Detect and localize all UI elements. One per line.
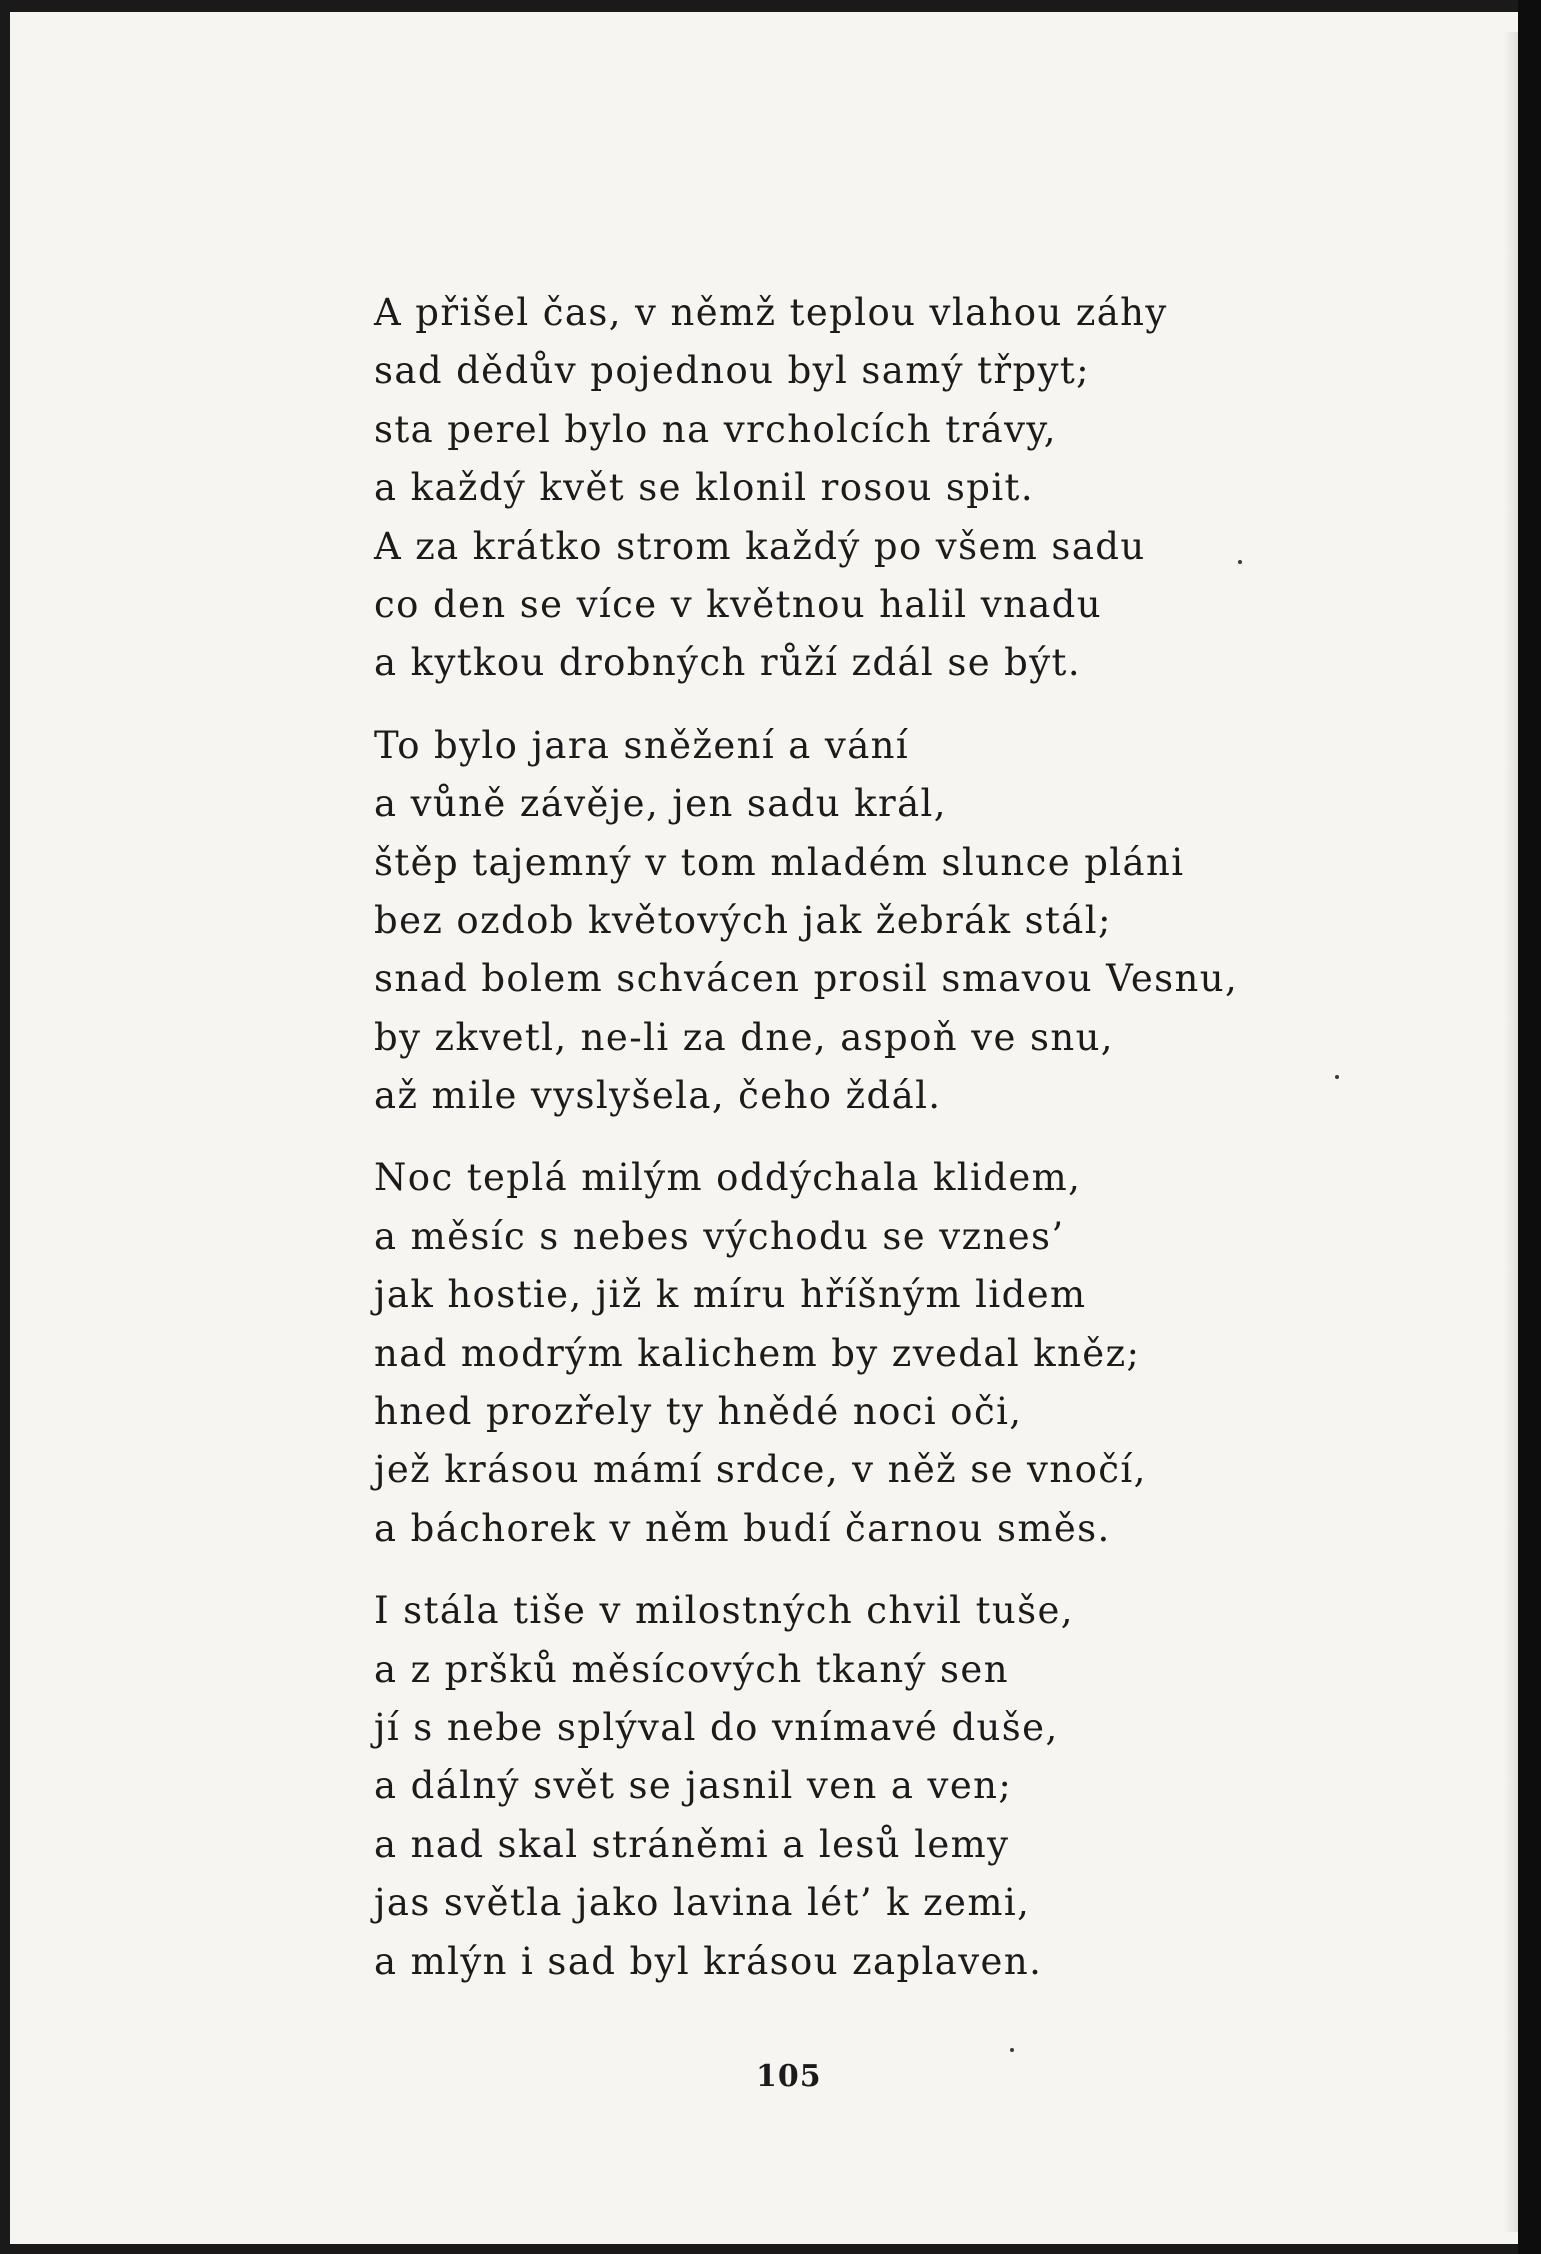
verse-line: bez ozdob květových jak žebrák stál;	[374, 898, 1112, 942]
verse-line: a každý květ se klonil rosou spit.	[374, 466, 1034, 510]
verse-line: a vůně závěje, jen sadu král,	[374, 782, 947, 826]
verse-line: hned prozřely ty hnědé noci oči,	[374, 1390, 1023, 1434]
verse-line: sta perel bylo na vrcholcích trávy,	[374, 407, 1057, 451]
verse-line: jí s nebe splýval do vnímavé duše,	[374, 1705, 1059, 1749]
verse-line: a měsíc s nebes východu se vznes’	[374, 1214, 1065, 1258]
verse-line: I stála tiše v milostných chvil tuše,	[374, 1589, 1074, 1633]
stanza	[374, 284, 1274, 693]
verse-line: To bylo jara sněžení a vání	[374, 723, 910, 767]
verse-line: a nad skal stráněmi a lesů lemy	[374, 1822, 1010, 1866]
verse-line: by zkvetl, ne-li za dne, aspoň ve snu,	[374, 1015, 1114, 1059]
print-speck	[1238, 560, 1242, 564]
verse-line: až mile vyslyšela, čeho ždál.	[374, 1074, 942, 1118]
scan-edge	[1518, 0, 1541, 2254]
stanza	[374, 1582, 1274, 1991]
print-speck	[1335, 1075, 1339, 1079]
verse-line: a kytkou drobných růží zdál se být.	[374, 641, 1081, 685]
verse-line: co den se více v květnou halil vnadu	[374, 582, 1102, 626]
verse-line: jak hostie, již k míru hříšným lidem	[374, 1273, 1087, 1317]
verse-line: nad modrým kalichem by zvedal kněz;	[374, 1331, 1141, 1375]
book-page	[10, 12, 1518, 2244]
verse-line: snad bolem schvácen prosil smavou Vesnu,	[374, 957, 1239, 1001]
verse-line: a dálný svět se jasnil ven a ven;	[374, 1764, 1013, 1808]
verse-line: A za krátko strom každý po všem sadu	[374, 524, 1146, 568]
verse-line: A přišel čas, v němž teplou vlahou záhy	[374, 291, 1168, 334]
verse-line: jas světla jako lavina lét’ k zemi,	[374, 1881, 1031, 1925]
verse-line: jež krásou mámí srdce, v něž se vnočí,	[374, 1448, 1147, 1492]
verse-line: a mlýn i sad byl krásou zaplaven.	[374, 1939, 1043, 1983]
verse-line: sad dědův pojednou byl samý třpyt;	[374, 349, 1091, 393]
verse-line: a báchorek v něm budí čarnou směs.	[374, 1506, 1111, 1550]
stanza	[374, 1149, 1274, 1558]
stanza	[374, 717, 1274, 1126]
verse-line: Noc teplá milým oddýchala klidem,	[374, 1156, 1082, 1200]
poem	[374, 284, 1274, 1991]
print-speck	[1010, 2048, 1014, 2052]
verse-line: štěp tajemný v tom mladém slunce pláni	[374, 840, 1185, 884]
verse-line: a z pršků měsícových tkaný sen	[374, 1647, 1009, 1691]
page-number: 105	[756, 2059, 822, 2094]
